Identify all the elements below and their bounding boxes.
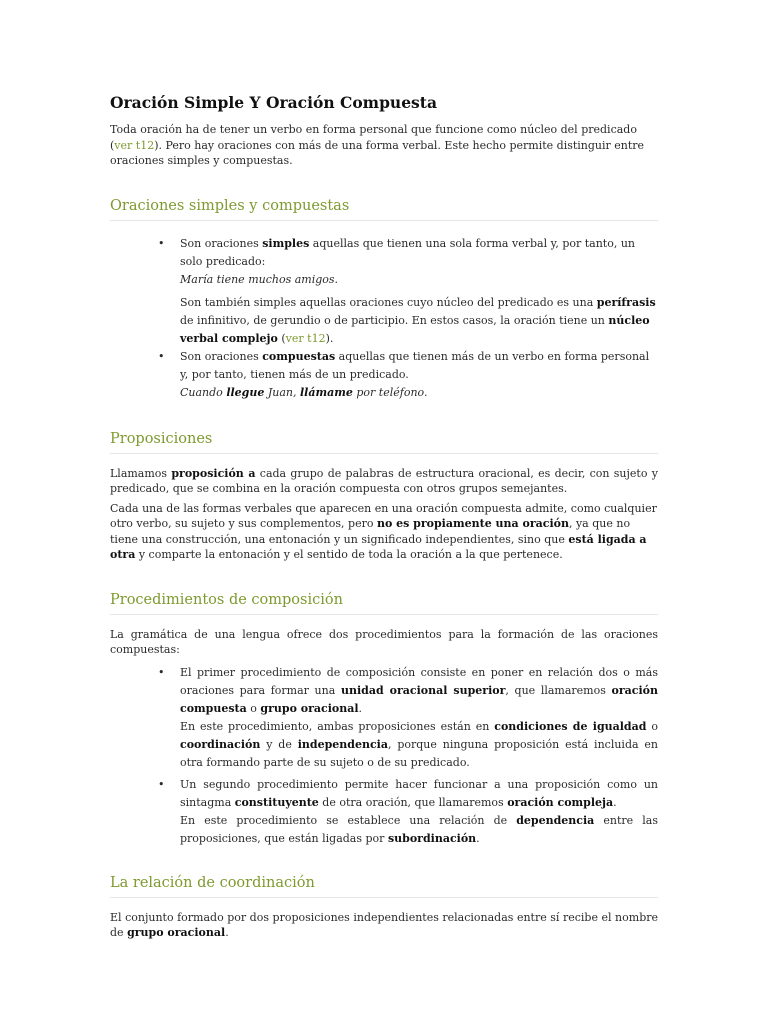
page-title: Oración Simple Y Oración Compuesta xyxy=(110,93,437,112)
section-heading-proposiciones: Proposiciones xyxy=(110,430,658,454)
section-coordinacion xyxy=(110,874,658,941)
section-proposiciones xyxy=(110,430,658,563)
paragraph: Cada una de las formas verbales que aparecen en una oración compuesta admite, como cualquier otro verbo, su sujeto y sus complementos, pero no es propiamente una oración, ya que no tiene una construcción, una entonación y un significado independientes, sino que está ligada a otra y comparte la entonación y el sentido de toda la oración a la que pertenece. xyxy=(110,501,657,561)
list-item-paragraph: Son también simples aquellas oraciones cuyo núcleo del predicado es una perífrasis de infinitivo, de gerundio o de participio. En estos casos, la oración tiene un núcleo verbal complejo (ver t12). xyxy=(180,295,656,345)
paragraph: La gramática de una lengua ofrece dos procedimientos para la formación de las oraciones compuestas: xyxy=(110,627,658,656)
list-item: • Son oraciones compuestas aquellas que tienen más de un verbo en forma personal y, por tanto, tienen más de un predicado. Cuando llegue Juan, llámame por teléfono. xyxy=(110,348,658,402)
paragraph: Llamamos proposición a cada grupo de palabras de estructura oracional, es decir, con sujeto y predicado, que se combina en la oración compuesta con otros grupos semejantes. xyxy=(110,466,658,495)
bullet-list-simples xyxy=(110,235,658,402)
bullet-icon: • xyxy=(158,665,165,679)
section-heading-simples: Oraciones simples y compuestas xyxy=(110,197,658,221)
bullet-icon: • xyxy=(158,349,165,363)
section-simples-compuestas xyxy=(110,197,658,402)
document-content xyxy=(110,92,658,941)
ver-t12-link[interactable]: ver t12 xyxy=(114,138,155,152)
example-sentence: Cuando llegue Juan, llámame por teléfono. xyxy=(180,385,428,399)
bullet-list-procedimientos xyxy=(110,664,658,848)
section-procedimientos xyxy=(110,591,658,848)
list-item: • Son oraciones simples aquellas que tienen una sola forma verbal y, por tanto, un solo predicado: María tiene muchos amigos. Son también simples aquellas oraciones cuyo núcleo del predicado es una perífrasis de infinitivo, de gerundio o de participio. En estos casos, la oración tiene un núcleo verbal complejo (ver t12). xyxy=(110,235,658,348)
intro-paragraph: Toda oración ha de tener un verbo en forma personal que funcione como núcleo del predicado (ver t12). Pero hay oraciones con más de una forma verbal. Este hecho permite distinguir entre oraciones simples y compuestas. xyxy=(110,123,645,167)
section-heading-coordinacion: La relación de coordinación xyxy=(110,874,658,898)
section-heading-procedimientos: Procedimientos de composición xyxy=(110,591,658,615)
example-sentence: María tiene muchos amigos. xyxy=(180,272,339,286)
paragraph: El conjunto formado por dos proposiciones independientes relacionadas entre sí recibe el nombre de grupo oracional. xyxy=(110,910,658,939)
ver-t12-link[interactable]: ver t12 xyxy=(285,331,326,345)
bullet-icon: • xyxy=(158,777,165,791)
bullet-icon: • xyxy=(158,236,165,250)
list-item: • El primer procedimiento de composición consiste en poner en relación dos o más oraciones para formar una unidad oracional superior, que llamaremos oración compuesta o grupo oracional. En este procedimiento, ambas proposiciones están en condiciones de igualdad o coordinación y de independencia, porque ninguna proposición está incluida en otra formando parte de su sujeto o de su predicado. xyxy=(110,664,658,772)
list-item-paragraph: En este procedimiento, ambas proposiciones están en condiciones de igualdad o coordinación y de independencia, porque ninguna proposición está incluida en otra formando parte de su sujeto o de su predicado. xyxy=(180,719,659,769)
list-item: • Un segundo procedimiento permite hacer funcionar a una proposición como un sintagma constituyente de otra oración, que llamaremos oración compleja. En este procedimiento se establece una relación de dependencia entre las proposiciones, que están ligadas por subordinación. xyxy=(110,776,658,848)
list-item-paragraph: En este procedimiento se establece una relación de dependencia entre las proposiciones, que están ligadas por subordinación. xyxy=(180,813,659,845)
